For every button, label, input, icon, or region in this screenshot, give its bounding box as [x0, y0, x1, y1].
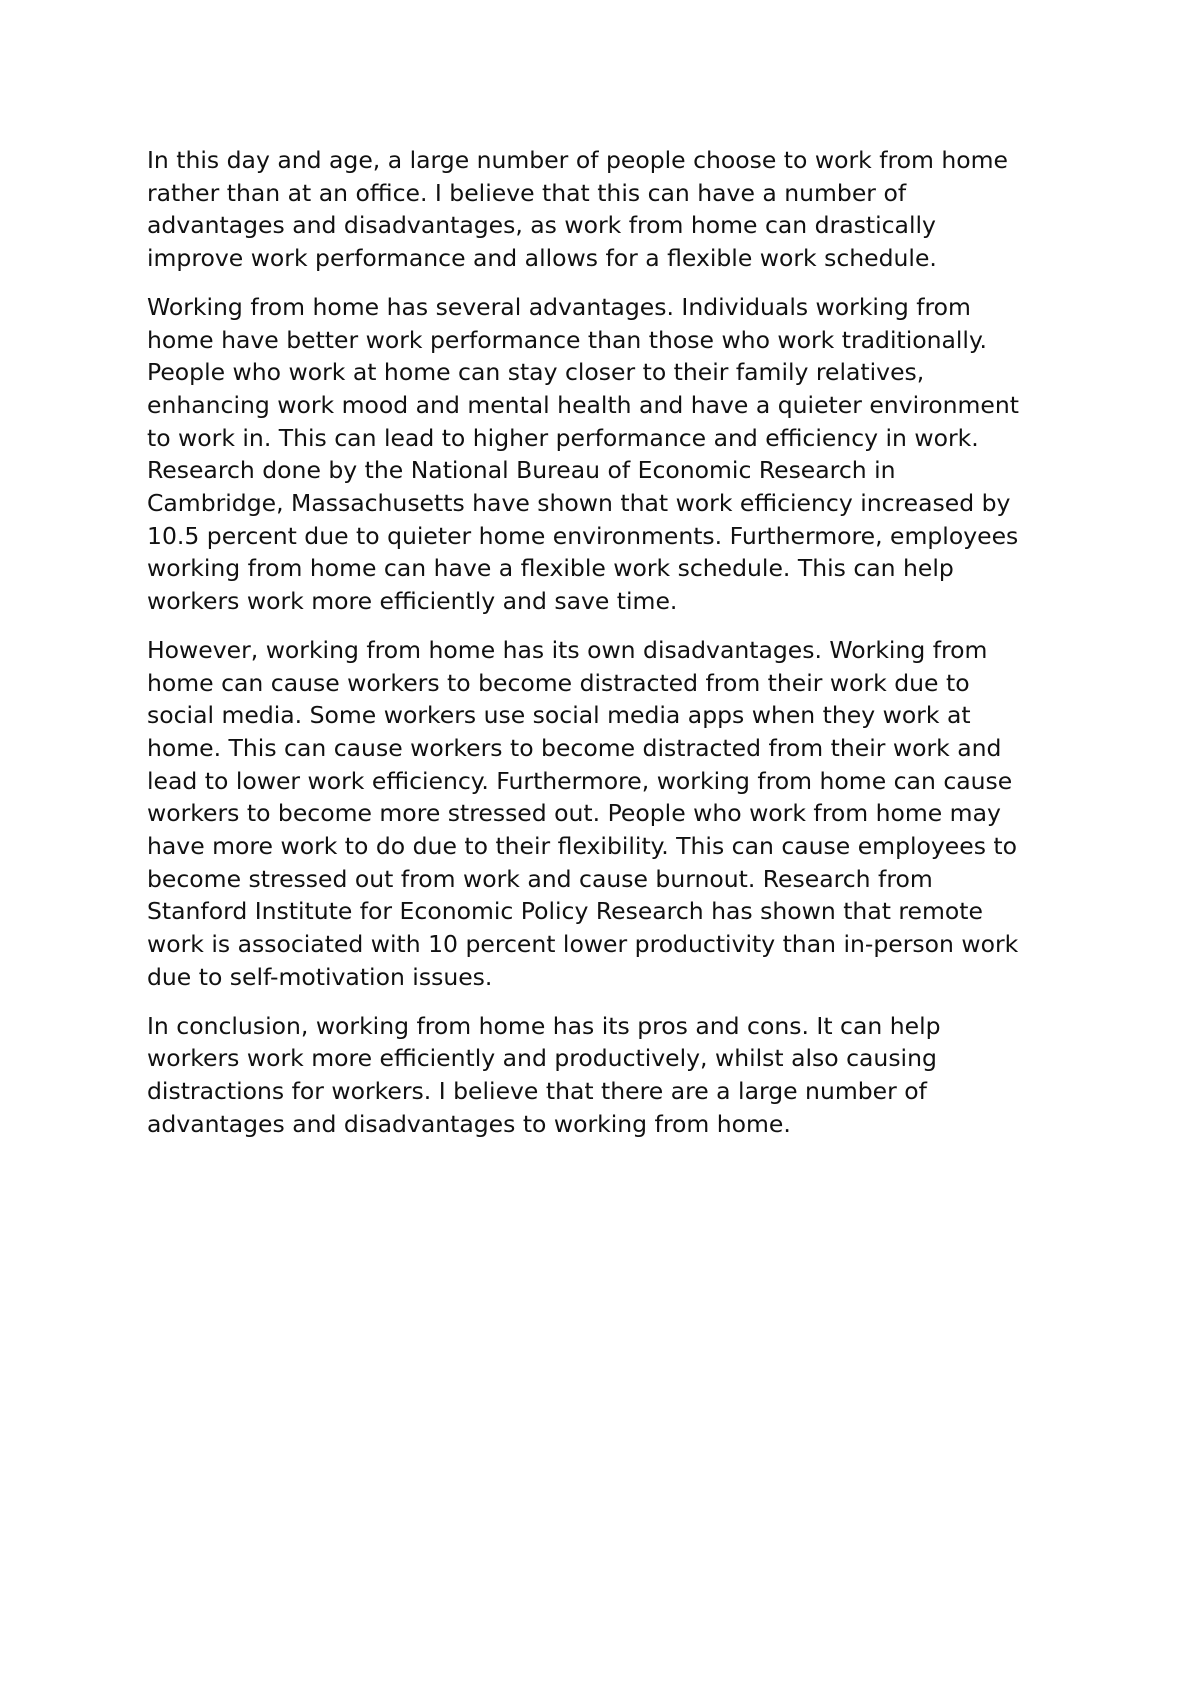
paragraph-introduction: In this day and age, a large number of people choose to work from home rather than at an office. I believe that this can have a number of advantages and disadvantages, as work from home can drastically improve work performance and allows for a flexible work schedule.: [147, 146, 1008, 273]
paragraph-advantages: Working from home has several advantages. Individuals working from home have better work performance than those who work traditionally. People who work at home can stay closer to their family relatives, enhancing work mood and mental health and have a quieter environment to work in. This can lead to higher performance and efficiency in work. Research done by the National Bureau of Economic Research in Cambridge, Massachusetts have shown that work efficiency increased by 10.5 percent due to quieter home environments. Furthermore, employees working from home can have a flexible work schedule. This can help workers work more efficiently and save time.: [147, 292, 1019, 616]
document-body: [147, 144, 1067, 1156]
paragraph-disadvantages: However, working from home has its own disadvantages. Working from home can cause workers to become distracted from their work due to social media. Some workers use social media apps when they work at home. This can cause workers to become distracted from their work and lead to lower work efficiency. Furthermore, working from home can cause workers to become more stressed out. People who work from home may have more work to do due to their flexibility. This can cause employees to become stressed out from work and cause burnout. Research from Stanford Institute for Economic Policy Research has shown that remote work is associated with 10 percent lower productivity than in-person work due to self-motivation issues.: [147, 635, 1019, 991]
paragraph-conclusion: In conclusion, working from home has its pros and cons. It can help workers work more efficiently and productively, whilst also causing distractions for workers. I believe that there are a large number of advantages and disadvantages to working from home.: [147, 1011, 941, 1138]
